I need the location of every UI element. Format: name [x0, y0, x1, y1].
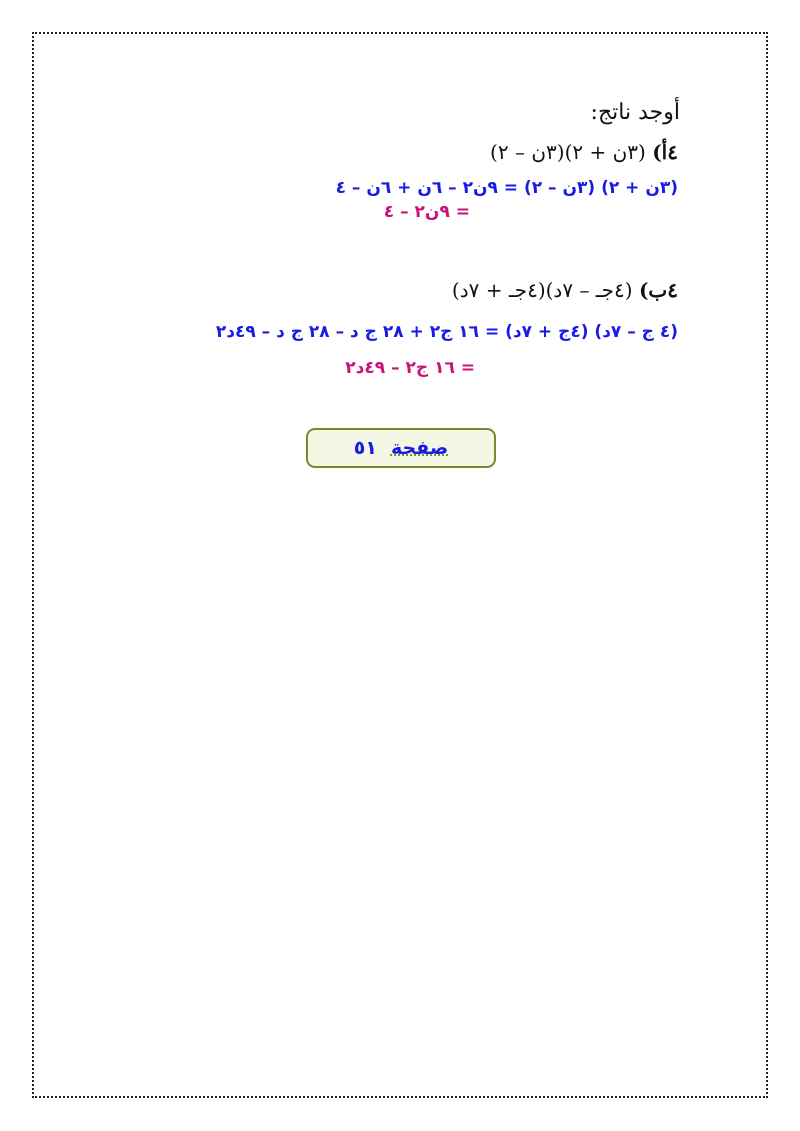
problem-1-expression: (٣ن + ٢)(٣ن – ٢): [490, 140, 646, 164]
problem-1-label: ٤أ): [652, 140, 678, 164]
problem-2-result: = ١٦ ج٢ – ٤٩د٢: [345, 358, 475, 378]
page-word: صفحة: [390, 437, 449, 459]
page-number-badge: [306, 428, 496, 468]
problem-1: [490, 140, 678, 164]
problem-2-expression: (٤جـ – ٧د)(٤جـ + ٧د): [451, 278, 633, 302]
problem-1-working: (٣ن + ٢) (٣ن – ٢) = ٩ن٢ – ٦ن + ٦ن – ٤: [335, 178, 678, 198]
problem-1-result: = ٩ن٢ – ٤: [383, 202, 470, 222]
problem-2: [452, 278, 678, 302]
problem-2-label: ٤ب): [638, 278, 678, 302]
problem-2-working: (٤ ج – ٧د) (٤ج + ٧د) = ١٦ ج٢ + ٢٨ ج د – ٢٨ ج د – ٤٩د٢: [215, 322, 678, 342]
page-number: ٥١: [353, 437, 377, 459]
instruction-heading: أوجد ناتج:: [590, 100, 680, 125]
